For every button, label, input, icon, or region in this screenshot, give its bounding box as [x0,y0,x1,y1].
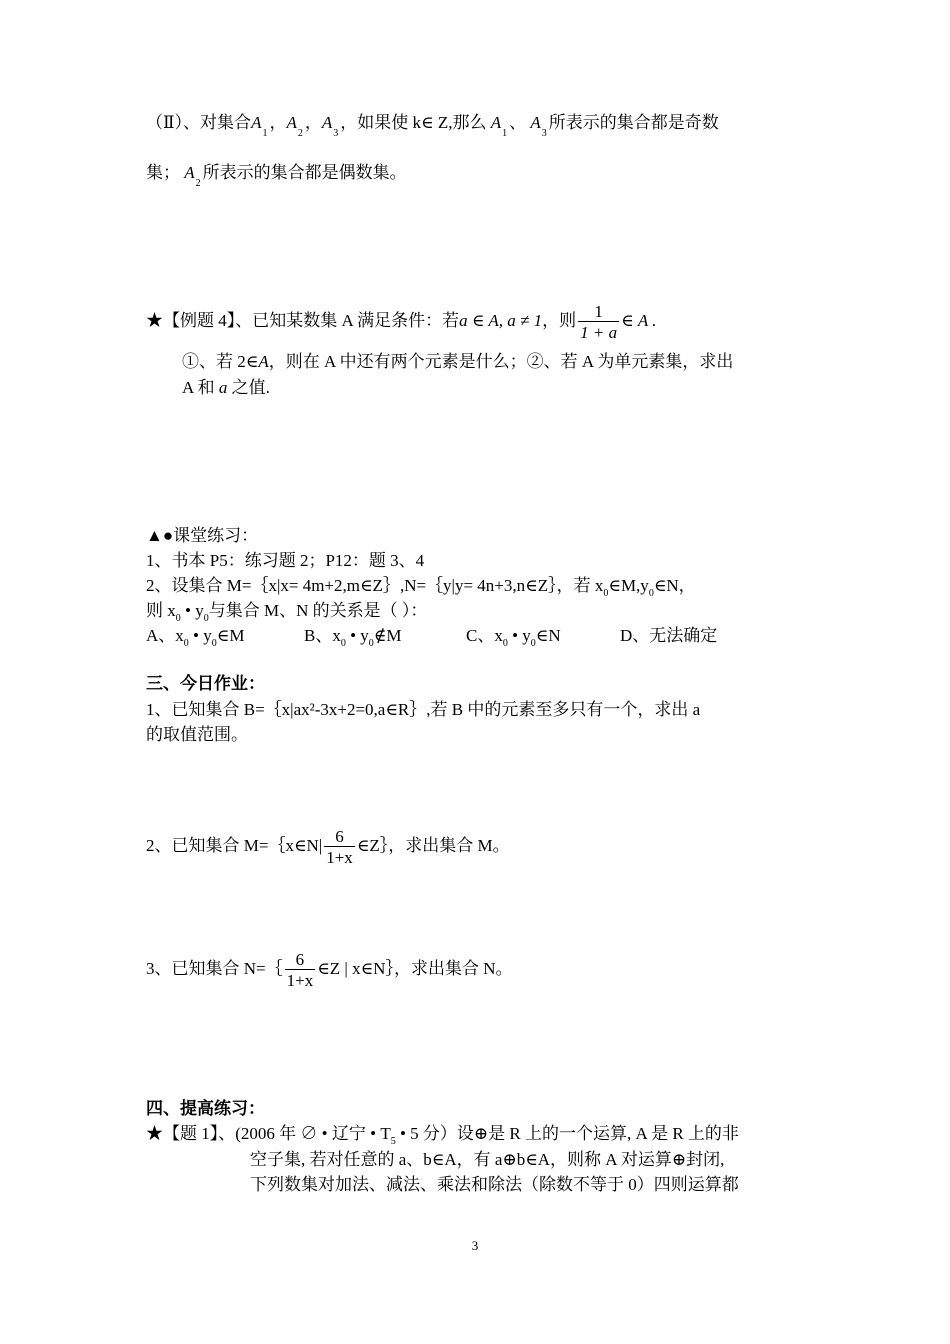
set-a1-sub: 1 [262,128,268,139]
ex4-l3a: A 和 [182,378,215,397]
set-a3-sub: 3 [333,128,339,139]
cw2-a: 2、设集合 M=｛x|x= 4m+2,m∈Z｝,N=｛y|y= 4n+3,n∈Z｝，若 x [146,576,604,595]
homework-q1-line1: 1、已知集合 B=｛x|ax²-3x+2=0,a∈R｝,若 B 中的元素至多只有一个，求出 a [146,700,701,719]
sub0: 0 [203,613,209,624]
hw2-num: 6 [335,827,344,846]
homework-heading: 三、今日作业： [146,674,265,693]
page-number: 3 [471,1238,479,1253]
hw2-tail: ∈Z｝，求出集合 M。 [356,835,510,855]
ex4-q2: ，则在 A 中还有两个元素是什么；②、若 A 为单元素集，求出 [268,352,734,371]
ex4-qa: A [258,352,269,371]
ex4-l3b: 之值. [231,378,270,397]
cw2-l2b: 与集合 M、N 的关系是（ ）： [208,601,428,620]
line2-start: 集； [146,163,180,182]
homework-q2 [146,828,510,866]
sub0: 0 [340,638,346,649]
example4-line1 [146,303,657,341]
cw2-b: ∈M,y [608,576,649,595]
sep: ， [269,113,287,132]
ex4-then: ，则 [542,310,577,330]
opt-c-tail: ∈N [535,626,561,645]
set-a3b: A [530,113,541,132]
set-a2-sub: 2 [297,128,303,139]
ex4-var: a [218,378,228,397]
ex4-q1: ①、若 2∈ [182,352,259,371]
advanced-q1-line1 [146,1124,739,1147]
cw2-l2a: 则 x [146,601,176,620]
set-a2: A [286,113,297,132]
ex4-prefix: ★【例题 4】、已知某数集 A 满足条件：若 [146,310,460,330]
dot: • y [345,626,369,645]
option-a [146,626,245,649]
set-a2b: A [184,163,195,182]
sub0: 0 [648,588,654,599]
adv1-tail: • 5 分）设⊕是 R 上的一个运算, A 是 R 上的非 [395,1124,739,1143]
ex4-cond: a ∈ A, a ≠ 1 [459,310,543,330]
adv1-prefix: ★【题 1】、(2006 年 ∅ • 辽宁 • T [146,1124,391,1143]
opt-b-tail: ∉M [373,626,402,645]
hw3-tail: ∈Z | x∈N｝，求出集合 N。 [317,958,513,978]
advanced-heading: 四、提高练习： [146,1099,265,1118]
classwork-item2-line2 [146,601,428,624]
sub0: 0 [603,588,609,599]
ex4-fraction [578,303,619,341]
set-a3: A [321,113,333,132]
classwork-heading: ▲●课堂练习： [146,526,259,545]
part2-line1 [146,113,719,139]
hw2-prefix: 2、已知集合 M=｛x∈N| [146,835,323,855]
hw3-prefix: 3、已知集合 N=｛ [146,958,283,978]
advanced-q1-line3: 下列数集对加法、减法、乘法和除法（除数不等于 0）四则运算都 [250,1175,739,1194]
option-c [466,626,561,649]
opt-a-tail: ∈M [216,626,245,645]
ex4-num: 1 [594,302,603,321]
even-tail: 所表示的集合都是偶数集。 [202,163,407,182]
hw3-den: 1+x [286,971,314,990]
dot: • y [180,601,204,620]
opt-b-label: B、x [304,626,341,645]
option-b [304,626,402,649]
part2-line2 [146,163,407,189]
condition: ，如果使 k∈ Z,那么 [340,113,487,132]
hw2-fraction [324,828,355,866]
odd-tail: 所表示的集合都是奇数 [548,113,719,132]
opt-c-label: C、x [466,626,503,645]
part2-prefix: （Ⅱ）、对集合 [146,113,252,132]
ex4-tail: ∈ A . [621,310,657,330]
sub0: 0 [211,638,217,649]
advanced-q1-line2: 空子集, 若对任意的 a、b∈A，有 a⊕b∈A，则称 A 对运算⊕封闭, [250,1150,725,1169]
sub0: 0 [183,638,189,649]
hw3-fraction [285,951,316,989]
dot: • y [188,626,212,645]
opt-a-label: A、x [146,626,184,645]
classwork-item1: 1、书本 P5：练习题 2；P12：题 3、4 [146,551,425,570]
sub0: 0 [175,613,181,624]
dot: • y [507,626,531,645]
sep: ， [304,113,322,132]
set-a1b: A [490,113,502,132]
set-a1: A [251,113,262,132]
example4-line3 [182,379,270,396]
homework-q1-line2: 的取值范围。 [146,725,248,744]
set-a2b-sub: 2 [195,178,201,189]
cw2-c: ∈N， [653,576,696,595]
sub0: 0 [530,638,536,649]
sub0: 0 [368,638,374,649]
classwork-item2 [146,576,696,599]
hw3-num: 6 [295,950,305,969]
adv1-sub: 5 [390,1136,396,1147]
set-a1b-sub: 1 [502,128,508,139]
example4-line2 [182,353,733,370]
set-a3b-sub: 3 [541,128,547,139]
sub0: 0 [502,638,508,649]
option-d: D、无法确定 [620,626,718,645]
ex4-den: 1 + a [580,323,618,342]
homework-q3 [146,951,512,989]
hw2-den: 1+x [326,848,353,867]
dun: 、 [509,113,527,132]
